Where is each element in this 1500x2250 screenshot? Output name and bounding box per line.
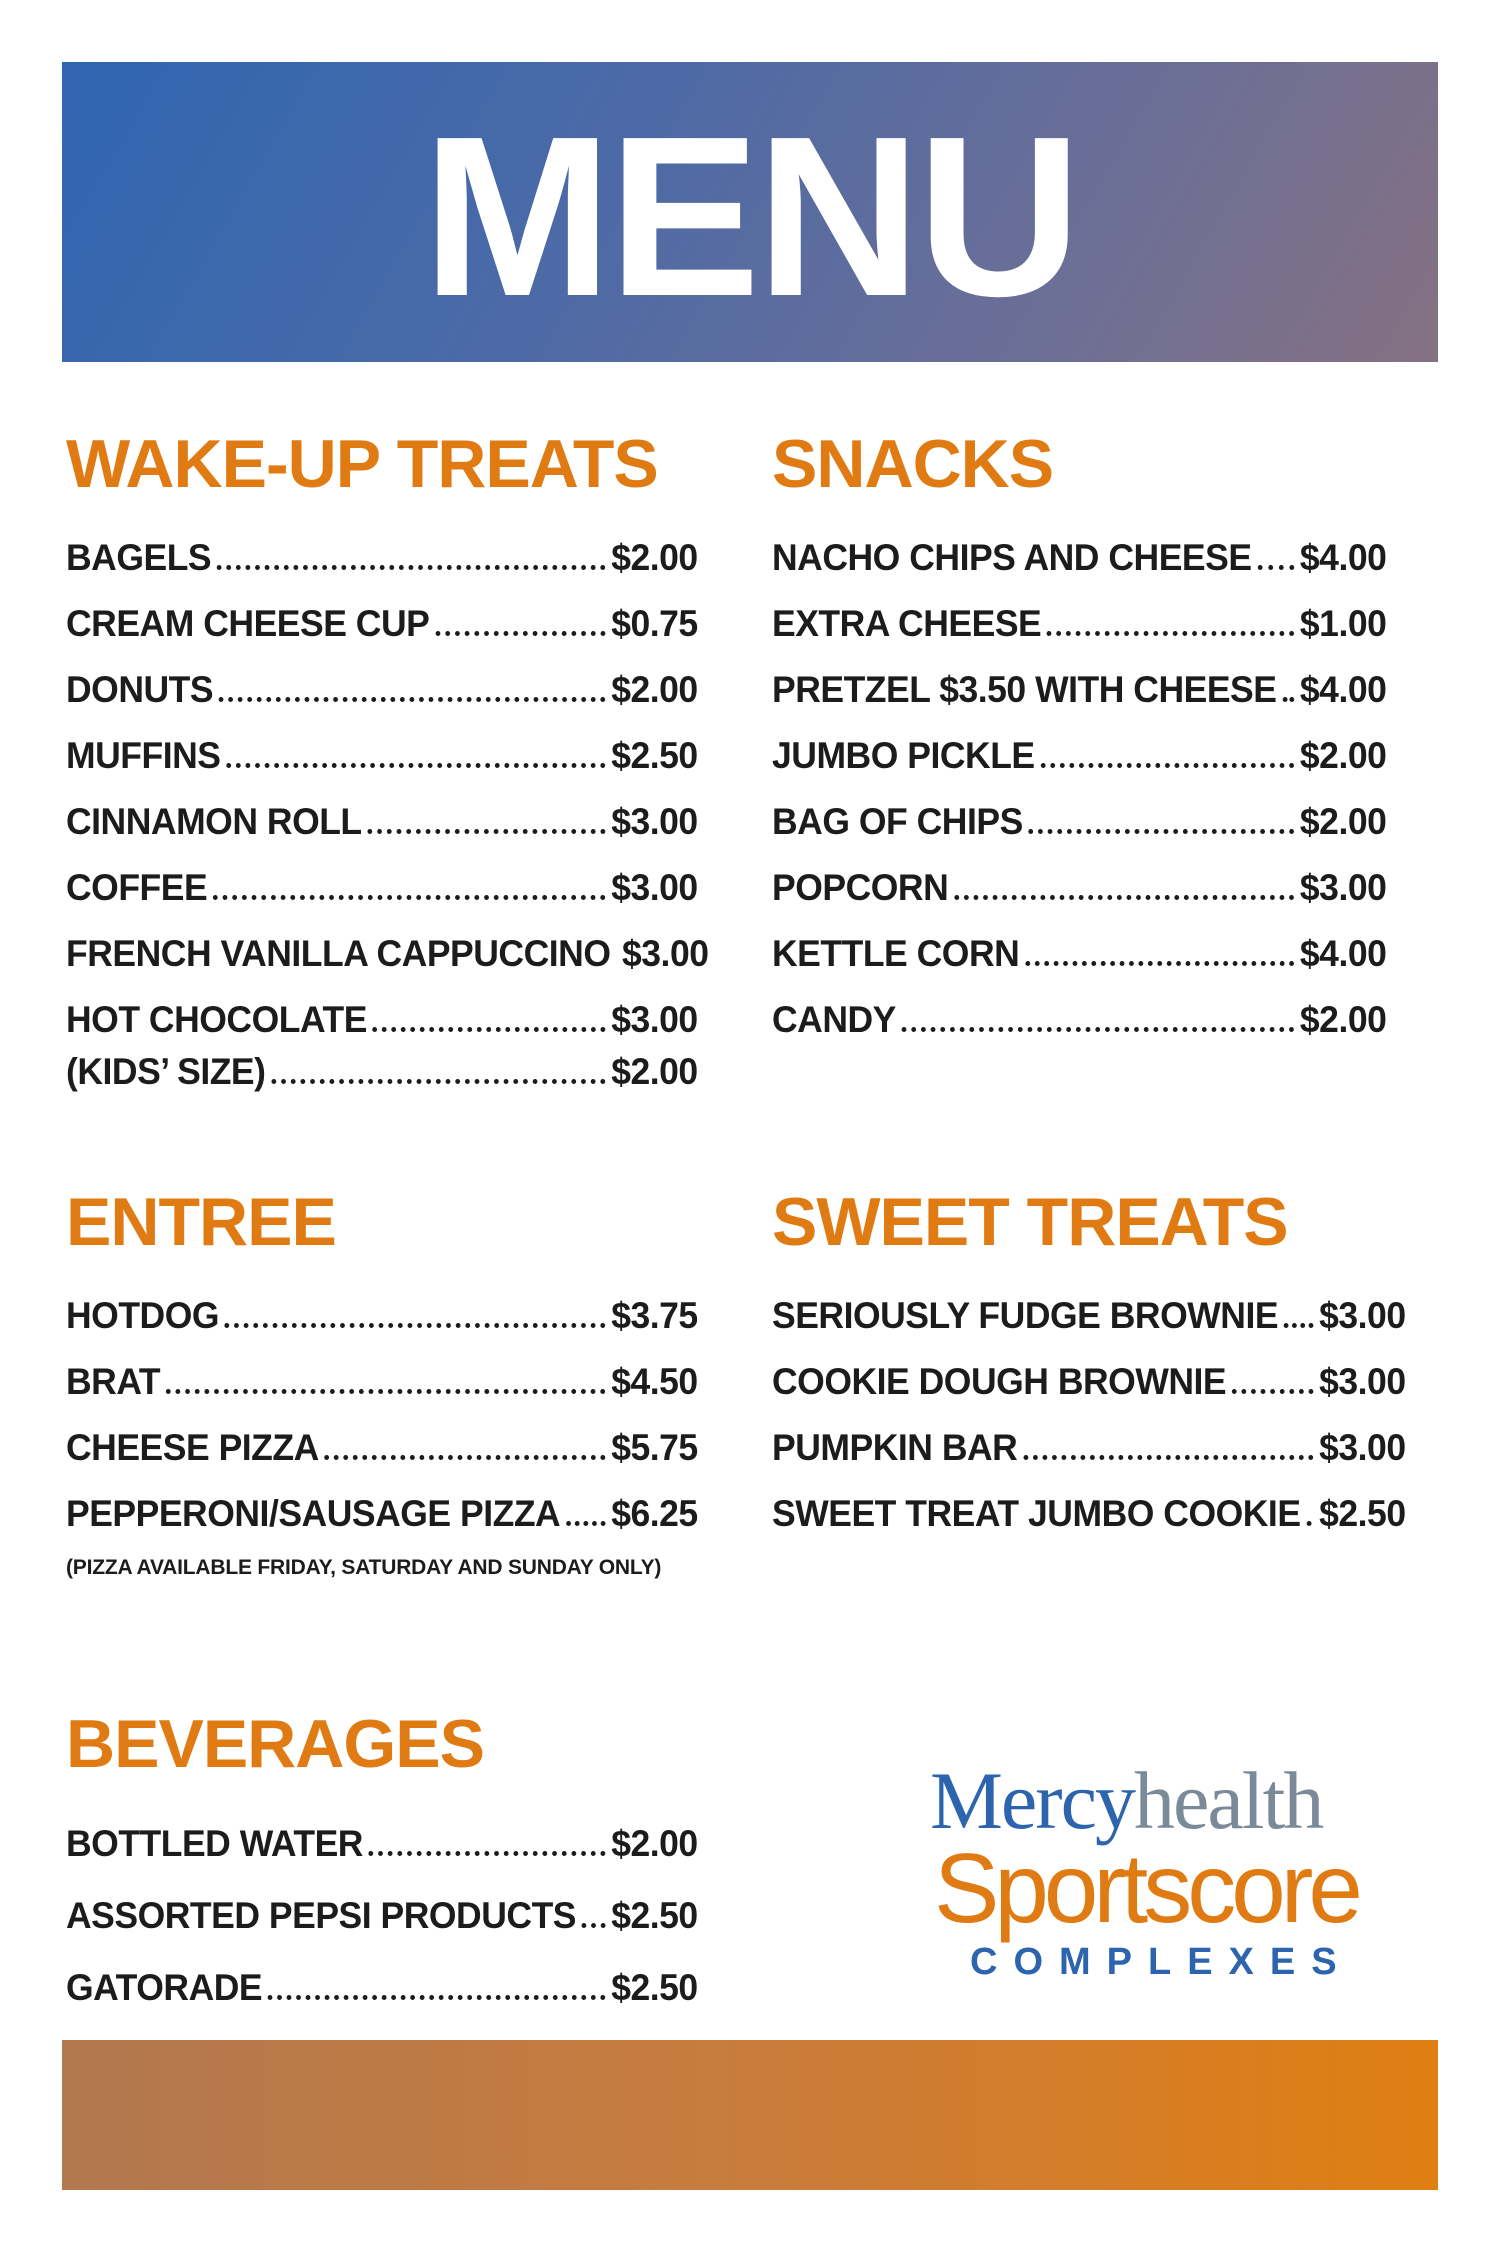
menu-item: (KIDS’ SIZE) $2.00 [66, 1051, 698, 1092]
dot-leader [1025, 961, 1294, 966]
mercy-health-sportscore-logo [930, 1755, 1430, 1990]
dot-leader [1284, 1323, 1314, 1328]
menu-item: SERIOUSLY FUDGE BROWNIE $3.00 [772, 1295, 1406, 1336]
dot-leader [373, 1027, 606, 1032]
menu-title: MENU [422, 90, 1078, 344]
dot-leader [225, 1323, 606, 1328]
dot-leader [582, 1923, 606, 1928]
dot-leader [435, 631, 605, 636]
menu-item: PRETZEL $3.50 WITH CHEESE $4.00 [772, 669, 1387, 710]
menu-item: CANDY $2.00 [772, 999, 1387, 1040]
section-beverages [66, 1706, 724, 2008]
menu-item: BAGELS $2.00 [66, 537, 698, 578]
menu-item: COFFEE $3.00 [66, 867, 698, 908]
menu-item: JUMBO PICKLE $2.00 [772, 735, 1387, 776]
pizza-availability-note: (PIZZA AVAILABLE FRIDAY, SATURDAY AND SUNDAY ONLY) [66, 1556, 662, 1579]
dot-leader [1306, 1521, 1313, 1526]
logo-complexes: COMPLEXES [970, 1941, 1353, 1984]
footer-banner [62, 2040, 1438, 2190]
menu-item: BOTTLED WATER $2.00 [66, 1823, 698, 1864]
menu-item: BAG OF CHIPS $2.00 [772, 801, 1387, 842]
menu-item: MUFFINS $2.50 [66, 735, 698, 776]
menu-item: PUMPKIN BAR $3.00 [772, 1427, 1406, 1468]
logo-wordmark-top: Mercyhealth [930, 1755, 1323, 1846]
dot-leader [268, 1995, 606, 2000]
menu-item: FRENCH VANILLA CAPPUCCINO $3.00 [66, 933, 709, 974]
menu-item: PEPPERONI/SAUSAGE PIZZA $6.25 [66, 1493, 698, 1534]
menu-item: ASSORTED PEPSI PRODUCTS $2.50 [66, 1895, 698, 1936]
dot-leader [1232, 1389, 1313, 1394]
dot-leader [213, 895, 605, 900]
menu-item: SWEET TREAT JUMBO COOKIE $2.50 [772, 1493, 1406, 1534]
section-heading: SWEET TREATS [772, 1184, 1288, 1260]
dot-leader [367, 829, 605, 834]
menu-item: GATORADE $2.50 [66, 1967, 698, 2008]
menu-item: CINNAMON ROLL $3.00 [66, 801, 698, 842]
dot-leader [325, 1455, 606, 1460]
dot-leader [217, 565, 606, 570]
section-entree [66, 1184, 724, 1580]
section-heading: BEVERAGES [66, 1706, 484, 1782]
dot-leader [1047, 631, 1294, 636]
dot-leader [369, 1851, 606, 1856]
dot-leader [1023, 1455, 1313, 1460]
dot-leader [902, 1027, 1294, 1032]
dot-leader [1257, 565, 1294, 570]
dot-leader [226, 763, 605, 768]
menu-item: BRAT $4.50 [66, 1361, 698, 1402]
menu-item: POPCORN $3.00 [772, 867, 1387, 908]
menu-item: CHEESE PIZZA $5.75 [66, 1427, 698, 1468]
section-sweet-treats [772, 1184, 1432, 1534]
menu-item: HOT CHOCOLATE $3.00 [66, 999, 698, 1040]
section-heading: ENTREE [66, 1184, 336, 1260]
dot-leader [566, 1521, 605, 1526]
section-heading: WAKE-UP TREATS [66, 426, 658, 502]
menu-item: CREAM CHEESE CUP $0.75 [66, 603, 698, 644]
dot-leader [271, 1079, 605, 1084]
menu-item: DONUTS $2.00 [66, 669, 698, 710]
dot-leader [1029, 829, 1295, 834]
dot-leader [1282, 697, 1294, 702]
logo-sportscore: Sportscore [934, 1833, 1358, 1943]
section-heading: SNACKS [772, 426, 1054, 502]
menu-item: HOTDOG $3.75 [66, 1295, 698, 1336]
menu-item: KETTLE CORN $4.00 [772, 933, 1387, 974]
dot-leader [1040, 763, 1294, 768]
section-snacks [772, 426, 1412, 1040]
header-banner [62, 62, 1438, 362]
menu-item: NACHO CHIPS AND CHEESE $4.00 [772, 537, 1387, 578]
dot-leader [166, 1389, 606, 1394]
dot-leader [954, 895, 1294, 900]
menu-item: COOKIE DOUGH BROWNIE $3.00 [772, 1361, 1406, 1402]
section-wake-up-treats [66, 426, 724, 1092]
dot-leader [219, 697, 606, 702]
menu-item: EXTRA CHEESE $1.00 [772, 603, 1387, 644]
